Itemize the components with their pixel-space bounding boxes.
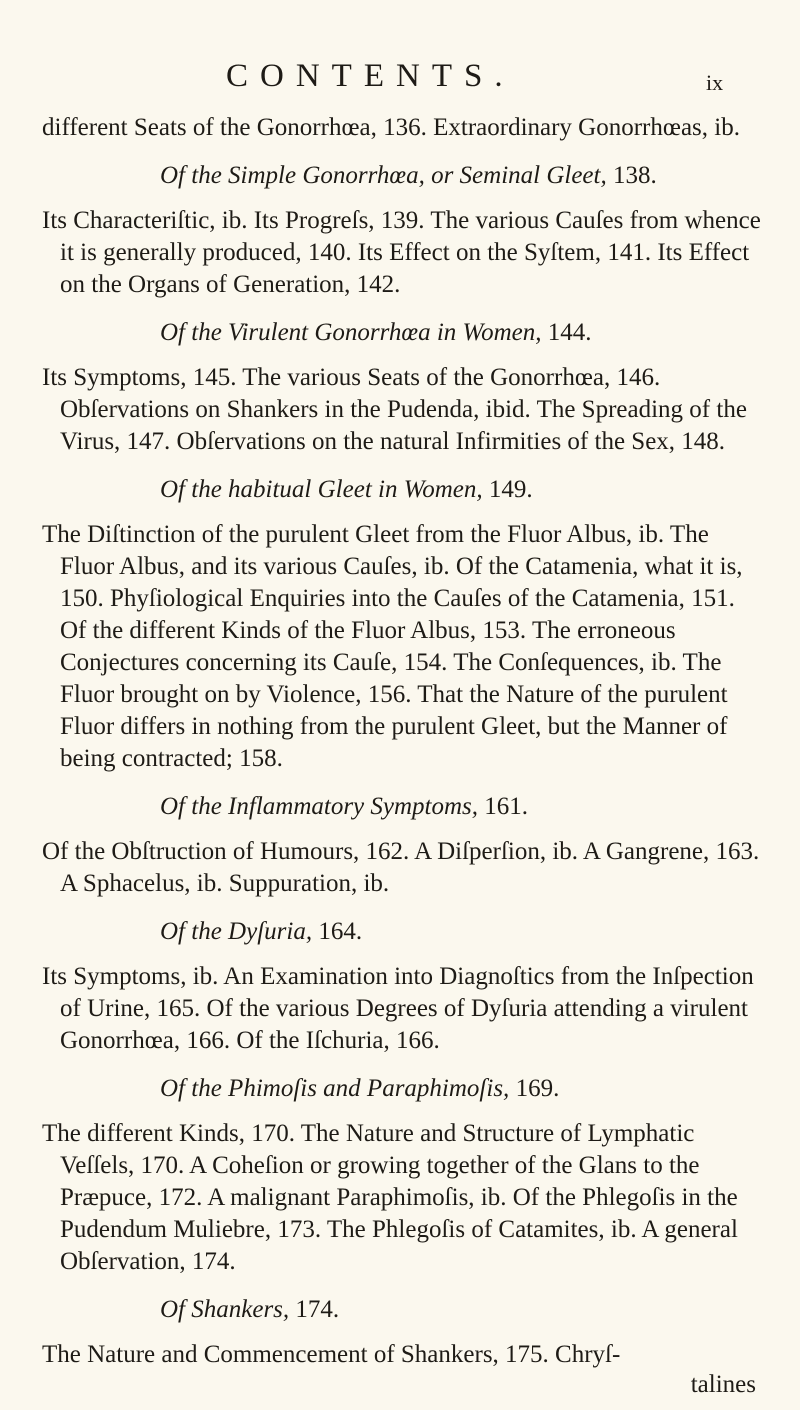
- section-title: Of the Simple Gonorrhœa, or Seminal Gleet,: [160, 162, 607, 189]
- section-heading: [42, 475, 764, 505]
- section-title: Of the Inflammatory Symptoms,: [160, 793, 479, 820]
- section-page: 169.: [515, 1075, 560, 1102]
- page-number: ix: [706, 70, 724, 95]
- contents-entry: The Diſtinction of the purulent Gleet from the Fluor Albus, ib. The Fluor Albus, and its various Cauſes, ib. Of the Catamenia, what it is, 150. Phyſiological Enquiries into the Cauſes of the Catamenia, 151. Of the different Kinds of the Fluor Albus, 153. The erroneous Conjectures concerning its Cauſe, 154. The Conſequences, ib. The Fluor brought on by Violence, 156. That the Nature of the purulent Fluor differs in nothing from the purulent Gleet, but the Manner of being contracted; 158.: [42, 521, 743, 772]
- contents-entry: Its Symptoms, ib. An Examination into Diagnoſtics from the Inſpection of Urine, 165. Of the various Degrees of Dyſuria attending a virulent Gonorrhœa, 166. Of the Iſchuria, 166.: [42, 963, 754, 1054]
- section-heading: [42, 792, 764, 822]
- section-title: Of the habitual Gleet in Women,: [160, 476, 483, 503]
- section-title: Of the Dyſuria,: [160, 918, 313, 945]
- contents-entry: Its Symptoms, 145. The various Seats of the Gonorrhœa, 146. Obſervations on Shankers in the Pudenda, ibid. The Spreading of the Virus, 147. Obſervations on the natural Infirmities of the Sex, 148.: [42, 364, 747, 455]
- section-page: 149.: [488, 476, 533, 503]
- running-head: CONTENTS.: [226, 58, 515, 94]
- section-heading: [42, 161, 764, 191]
- section-title: Of the Virulent Gonorrhœa in Women,: [160, 319, 542, 346]
- contents-entry: different Seats of the Gonorrhœa, 136. Extraordinary Gonorrhœas, ib.: [42, 114, 740, 141]
- section-page: 144.: [547, 319, 592, 346]
- contents-entry: The different Kinds, 170. The Nature and Structure of Lymphatic Veſſels, 170. A Coheſion or growing together of the Glans to the Præpuce, 172. A malignant Paraphimoſis, ib. Of the Phlegoſis in the Pudendum Muliebre, 173. The Phlegoſis of Catamites, ib. A general Obſervation, 174.: [42, 1120, 738, 1275]
- contents-entry: Of the Obſtruction of Humours, 162. A Diſperſion, ib. A Gangrene, 163. A Sphacelus, ib. Suppuration, ib.: [42, 838, 760, 897]
- section-title: Of Shankers,: [160, 1296, 290, 1323]
- contents-entry: The Nature and Commencement of Shankers, 175. Chryſ-: [42, 1341, 621, 1368]
- section-heading: [42, 917, 764, 947]
- catchword: talines: [690, 1371, 756, 1398]
- section-page: 138.: [612, 162, 657, 189]
- section-title: Of the Phimoſis and Paraphimoſis,: [160, 1075, 510, 1102]
- section-page: 174.: [295, 1296, 340, 1323]
- contents-body: [42, 112, 764, 1401]
- section-heading: [42, 1295, 764, 1325]
- section-page: 161.: [484, 793, 529, 820]
- contents-entry: Its Characteriſtic, ib. Its Progreſs, 139. The various Cauſes from whence it is generally produced, 140. Its Effect on the Syſtem, 141. Its Effect on the Organs of Generation, 142.: [42, 207, 761, 298]
- section-page: 164.: [318, 918, 363, 945]
- section-heading: [42, 1074, 764, 1104]
- section-heading: [42, 318, 764, 348]
